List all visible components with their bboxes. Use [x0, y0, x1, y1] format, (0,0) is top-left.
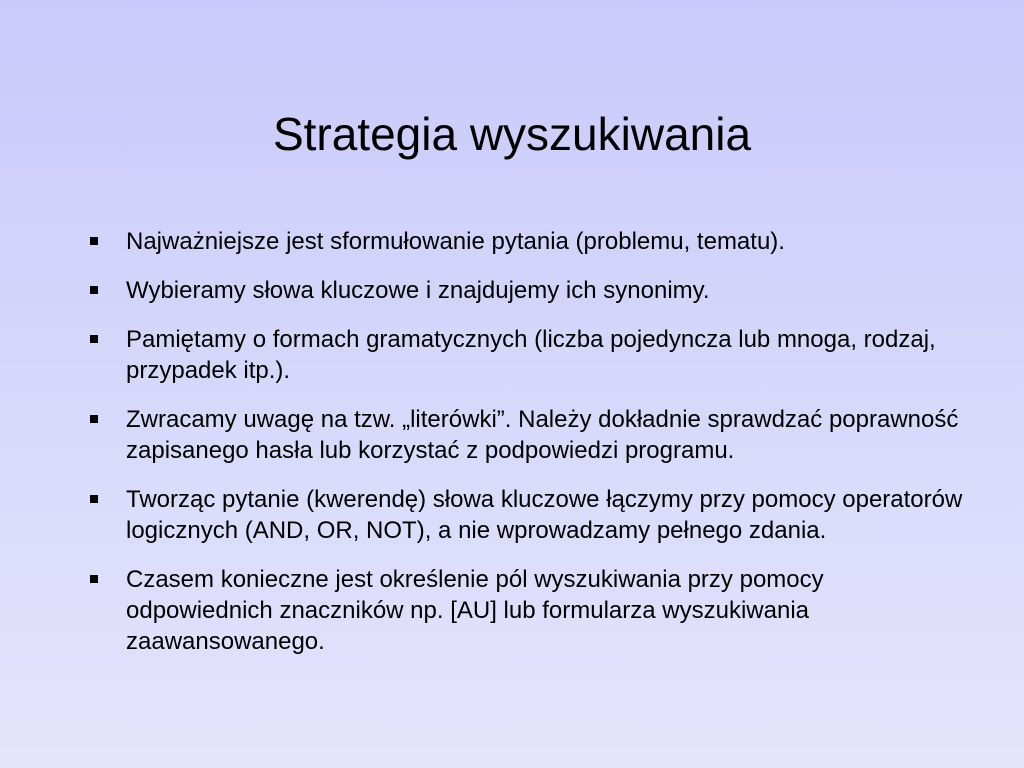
bullet-text: Czasem konieczne jest określenie pól wyszukiwania przy pomocy odpowiednich znaczników np. [AU] lub formularza wyszukiwania zaawansowanego. — [126, 566, 824, 655]
slide-title: Strategia wyszukiwania — [272, 108, 752, 160]
square-bullet-icon — [90, 495, 98, 503]
square-bullet-icon — [90, 415, 98, 423]
bullet-text: Wybieramy słowa kluczowe i znajdujemy ich synonimy. — [126, 277, 710, 304]
bullet-text: Najważniejsze jest sformułowanie pytania (problemu, tematu). — [126, 228, 785, 255]
bullet-item — [86, 324, 966, 386]
bullet-item — [86, 275, 966, 306]
square-bullet-icon — [90, 575, 98, 583]
square-bullet-icon — [90, 237, 98, 245]
bullet-text: Zwracamy uwagę na tzw. „literówki”. Należy dokładnie sprawdzać poprawność zapisanego hasła lub korzystać z podpowiedzi programu. — [126, 406, 959, 464]
square-bullet-icon — [90, 335, 98, 343]
bullet-item — [86, 404, 966, 466]
bullet-text: Tworząc pytanie (kwerendę) słowa kluczowe łączymy przy pomocy operatorów logicznych (AND, OR, NOT), a nie wprowadzamy pełnego zdania. — [126, 486, 963, 544]
square-bullet-icon — [90, 286, 98, 294]
bullet-item — [86, 564, 966, 657]
bullet-item — [86, 484, 966, 546]
bullet-list — [86, 226, 966, 675]
bullet-text: Pamiętamy o formach gramatycznych (liczba pojedyncza lub mnoga, rodzaj, przypadek itp.). — [126, 326, 936, 384]
bullet-item — [86, 226, 966, 257]
